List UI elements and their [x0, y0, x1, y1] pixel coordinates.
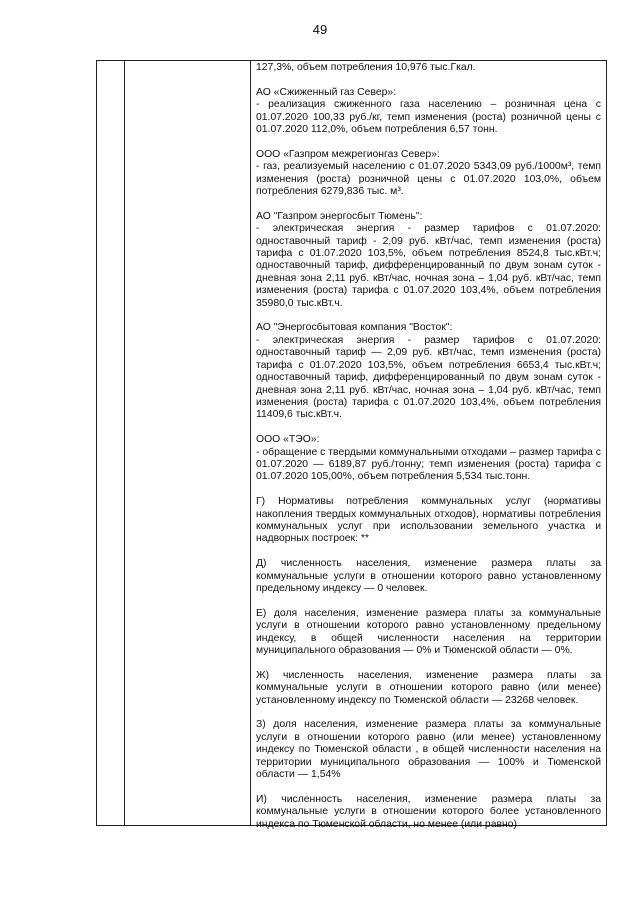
table-text-cell	[256, 62, 601, 831]
paragraph: З) доля населения, изменение размера платы за коммунальные услуги в отношении которого равно (или менее) установленному индексу по Тюменской области , в общей численности населения на территории муниципального образования — 100% и Тюменской области — 1,54%	[256, 719, 601, 780]
paragraph: Г) Нормативы потребления коммунальных услуг (нормативы накопления твердых коммунальных отходов), нормативы потребления коммунальных услуг при использовании земельного участка и надворных построек: **	[256, 496, 601, 545]
paragraph-title: АО «Сжиженный газ Север»:	[256, 86, 397, 98]
paragraph: Д) численность населения, изменение размера платы за коммунальные услуги в отношении которого равно установленному предельному индексу — 0 человек.	[256, 558, 601, 594]
paragraph-title: АО "Газпром энергосбыт Тюмень":	[256, 210, 423, 222]
paragraph: - обращение с твердыми коммунальными отходами – размер тарифа с 01.07.2020 — 6189,87 руб./тонну; темп изменения (роста) тарифа с 01.07.2020 105,00%, объем потребления 5,534 тыс.тонн.	[256, 446, 601, 483]
column-divider	[124, 61, 125, 825]
paragraph-title: АО "Энергосбытовая компания "Восток":	[256, 322, 453, 334]
paragraph: - электрическая энергия - размер тарифов с 01.07.2020: одноставочный тариф - 2,09 руб. кВт/час, темп изменения (роста) тарифа с 01.07.2020 103,5%, объем потребления 8524,8 тыс.кВт.ч; одноставочный тариф, дифференцированный по двум зонам суток - дневная зона 2,11 руб. кВт/час, ночная зона – 1,04 руб. кВт/час, темп изменения (роста) тарифа с 01.07.2020 103,4%, объем потребления 35980,0 тыс.кВт.ч.	[256, 223, 601, 309]
paragraph: - электрическая энергия - размер тарифов с 01.07.2020: одноставочный тариф — 2,09 руб. кВт/час, темп изменения (роста) тарифа с 01.07.2020 103,5%, объем потребления 6653,4 тыс.кВт.ч; одноставочный тариф, дифференцированный по двум зонам суток - дневная зона 2,11 руб. кВт/час, ночная зона – 1,04 руб. кВт/час, темп изменения (роста) тарифа с 01.07.2020 103,4%, объем потребления 11409,6 тыс.кВт.ч.	[256, 334, 601, 421]
paragraph: Е) доля населения, изменение размера платы за коммунальные услуги в отношении которого равно установленному предельному индексу, в общей численности населения на территории муниципального образования — 0% и Тюменской области — 0%.	[256, 607, 601, 656]
page-number: 49	[312, 22, 328, 37]
paragraph: - реализация сжиженного газа населению – розничная цена с 01.07.2020 100,33 руб./кг, темп изменения (роста) розничной цены с 01.07.2020 112,0%, объем потребления 6,57 тонн.	[256, 99, 601, 136]
column-divider	[250, 61, 251, 825]
paragraph: Ж) численность населения, изменение размера платы за коммунальные услуги в отношении которого равно (или менее) установленному индексу по Тюменской области — 23268 человек.	[256, 669, 601, 706]
paragraph: 127,3%, объем потребления 10,976 тыс.Гкал.	[256, 62, 476, 73]
paragraph-title: ООО «Газпром межрегионгаз Север»:	[256, 148, 440, 160]
document-table	[96, 60, 607, 830]
paragraph: - газ, реализуемый населению с 01.07.2020 5343,09 руб./1000м³, темп изменения (роста) розничной цены с 01.07.2020 103,0%, объем потребления 6279,836 тыс. м³.	[256, 161, 601, 198]
paragraph: И) численность населения, изменение размера платы за коммунальные услуги в отношении которого более установленного индекса по Тюменской области, но менее (или равно)	[256, 793, 601, 830]
paragraph-title: ООО «ТЭО»:	[256, 434, 320, 446]
